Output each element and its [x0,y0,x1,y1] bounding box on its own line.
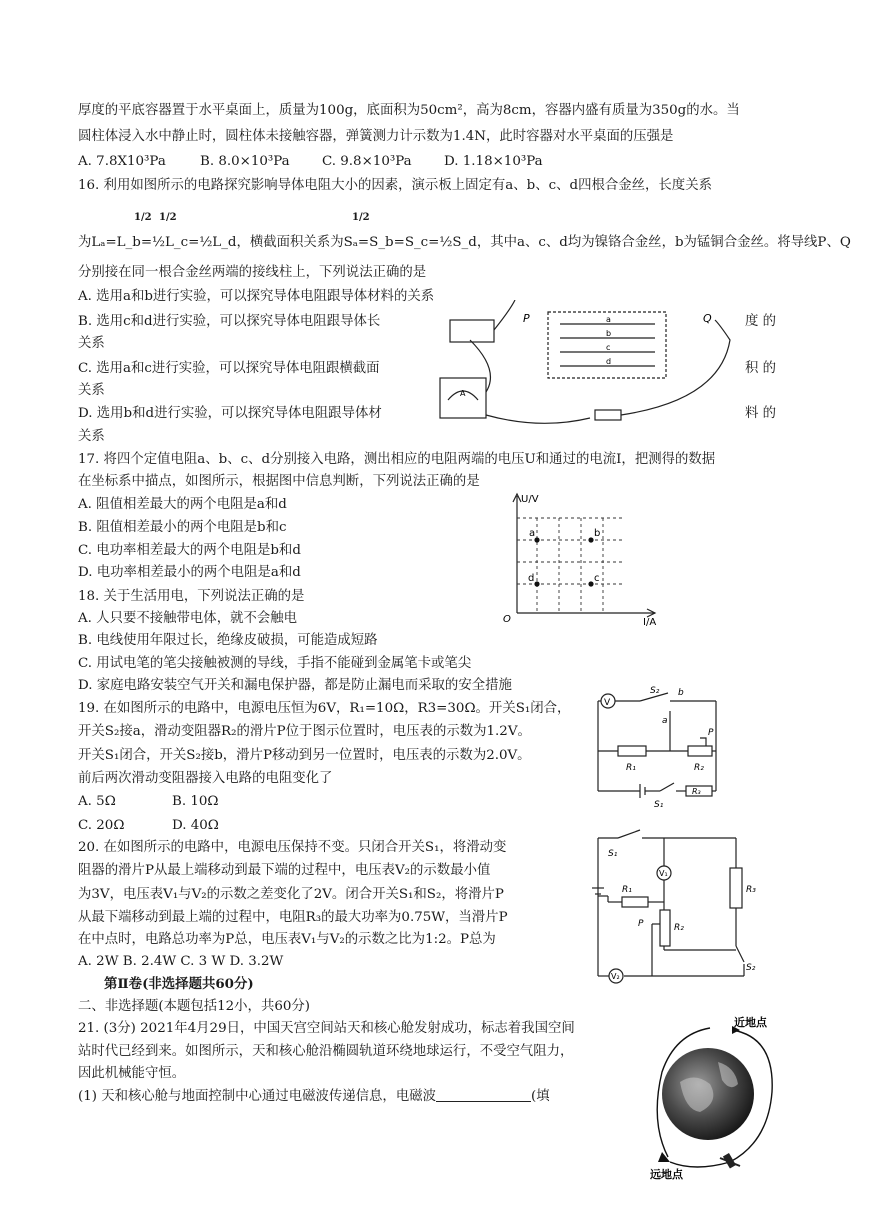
point-b-label: b [594,528,601,539]
part2-heading: 二、非选择题(本题包括12小，共60分) [78,999,310,1014]
fraction-half-3: 1/2 [352,212,370,223]
point-a [534,537,539,542]
q19-option-a: A. 5Ω [78,794,116,809]
label-p: P [523,312,530,325]
q21-line4 [78,1088,550,1106]
q17-line1: 17. 将四个定值电阻a、b、c、d分别接入电路，测出相应的电阻两端的电压U和通过的电流I，把测得的数据 [78,452,716,467]
q16-option-d-cont: 关系 [78,429,105,444]
q19-option-c: C. 20Ω [78,818,125,833]
q18-option-d: D. 家庭电路安装空气开关和漏电保护器，都是防止漏电而采取的安全措施 [78,678,512,693]
wire-label-c: c [606,343,611,352]
q15-option-b: B. 8.0×10³Pa [200,154,290,169]
q19-circuit-figure [588,683,738,813]
slider-p-label: P [638,919,644,929]
q17-line2: 在坐标系中描点，如图所示，根据图中信息判断，下列说法正确的是 [78,474,480,489]
q17-ui-graph [495,488,670,626]
v2-label: V₂ [611,972,620,981]
wire-label-b: b [606,329,612,338]
part2-title: 第Ⅱ卷(非选择题共60分) [104,976,254,992]
r3-label: R₃ [746,885,756,895]
q21-line2: 站时代已经到来。如图所示，天和核心舱沿椭圆轨道环绕地球运行，不受空气阻力， [78,1044,574,1059]
q19-line3: 开关S₁闭合，开关S₂接b，滑片P移动到另一位置时，电压表的示数为2.0V。 [78,748,531,763]
power-supply [450,320,494,342]
q20-line1: 20. 在如图所示的电路中，电源电压保持不变。只闭合开关S₁，将滑动变 [78,840,507,855]
q16-option-b-cont: 关系 [78,336,105,351]
q17-option-d: D. 电功率相差最小的两个电阻是a和d [78,565,301,580]
q16-line1: 16. 利用如图所示的电路探究影响导体电阻大小的因素，演示板上固定有a、b、c、d四根合金丝，长度关系 [78,178,712,193]
resistor-r3-symbol [730,868,742,908]
point-d-label: d [528,573,535,584]
q18-option-b: B. 电线使用年限过长，绝缘皮破损，可能造成短路 [78,633,378,648]
point-b [588,537,593,542]
q18-option-a: A. 人只要不接触带电体，就不会触电 [78,611,298,626]
point-c [588,581,593,586]
ammeter-label: A [460,389,466,398]
x-axis-label: I/A [643,617,657,626]
r2-label: R₂ [674,923,684,933]
q16-option-c: C. 选用a和c进行实验，可以探究导体电阻跟横截面 [78,361,380,376]
contact-a-label: a [662,716,668,726]
q16-option-c-cont: 关系 [78,383,105,398]
q16-line2: 为Lₐ=L_b=½L_c=½L_d，横截面积关系为Sₐ=S_b=S_c=½S_d，其中a、c、d均为镍铬合金丝，b为锰铜合金丝。将导线P、Q [78,235,851,250]
q16-option-a: A. 选用a和b进行实验，可以探究导体电阻跟导体材料的关系 [78,289,435,304]
q17-option-a: A. 阻值相差最大的两个电阻是a和d [78,497,287,512]
r3-label: R₃ [692,787,701,796]
q20-line3: 为3V，电压表V₁与V₂的示数之差变化了2V。闭合开关S₁和S₂，将滑片P [78,887,504,902]
switch-s2-label: S₂ [650,686,660,696]
switch-s1-label: S₁ [654,800,664,810]
voltmeter-label: V [604,698,611,708]
perigee-label: 近地点 [734,1016,767,1029]
q21-line3: 因此机械能守恒。 [78,1066,186,1081]
origin-label: O [503,614,511,625]
q16-option-b: B. 选用c和d进行实验，可以探究导体电阻跟导体长 [78,314,381,329]
y-axis-label: U/V [521,494,539,505]
q20-line2: 阻器的滑片P从最上端移动到最下端的过程中，电压表V₂的示数最小值 [78,863,491,878]
wire-label-d: d [606,357,612,366]
q16-circuit-figure [420,300,750,440]
slider-p-label: P [708,728,714,738]
q20-line5: 在中点时，电路总功率为P总，电压表V₁与V₂的示数之比为1:2。P总为 [78,932,496,947]
q15-line1: 厚度的平底容器置于水平桌面上，质量为100g，底面积为50cm²，高为8cm，容器内盛有质量为350g的水。当 [78,103,740,118]
q21-orbit-figure [640,1012,800,1182]
q17-option-b: B. 阻值相差最小的两个电阻是b和c [78,520,287,535]
fraction-half-2: 1/2 [159,212,177,223]
q15-option-d: D. 1.18×10³Pa [444,154,543,169]
r1-label: R₁ [622,885,632,895]
q16-option-b-end: 度 的 [745,314,777,329]
q16-line3: 分别接在同一根合金丝两端的接线柱上，下列说法正确的是 [78,265,427,280]
wire-label-a: a [606,315,611,324]
fraction-half-1: 1/2 [134,212,152,223]
resistor-r1-symbol [622,897,648,907]
point-c-label: c [594,573,600,584]
apogee-label: 远地点 [650,1168,683,1181]
resistor-r1-symbol [618,746,646,756]
q17-option-c: C. 电功率相差最大的两个电阻是b和d [78,543,301,558]
q20-options: A. 2W B. 2.4W C. 3 W D. 3.2W [78,954,284,969]
q21-line4-end: (填 [531,1089,550,1104]
q15-line2: 圆柱体浸入水中静止时，圆柱体未接触容器，弹簧测力计示数为1.4N，此时容器对水平桌面的压强是 [78,129,674,144]
rheostat-r2-symbol [660,910,670,946]
q19-option-d: D. 40Ω [172,818,219,833]
r1-label: R₁ [626,763,636,773]
rheostat-r2-symbol [688,746,712,756]
label-q: Q [703,312,712,325]
point-a-label: a [529,528,536,539]
q19-line4: 前后两次滑动变阻器接入电路的电阻变化了 [78,771,333,786]
switch [595,410,621,420]
switch-s1-label: S₁ [608,849,618,859]
q15-option-a: A. 7.8X10³Pa [78,154,166,169]
q20-line4: 从最下端移动到最上端的过程中，电阻R₃的最大功率为0.75W，当滑片P [78,910,508,925]
q16-option-d-end: 料 的 [745,406,777,421]
q20-circuit-figure [578,828,768,990]
v1-label: V₁ [659,869,668,878]
r2-label: R₂ [694,763,704,773]
q15-option-c: C. 9.8×10³Pa [322,154,412,169]
q19-option-b: B. 10Ω [172,794,219,809]
switch-s2-label: S₂ [746,963,756,973]
q19-line1: 19. 在如图所示的电路中，电源电压恒为6V，R₁=10Ω，R3=30Ω。开关S₁闭合， [78,701,571,716]
q21-line4-text: (1) 天和核心舱与地面控制中心通过电磁波传递信息，电磁波 [78,1089,436,1104]
ammeter [440,378,486,418]
q16-option-c-end: 积 的 [745,361,777,376]
q19-line2: 开关S₂接a，滑动变阻器R₂的滑片P位于图示位置时，电压表的示数为1.2V。 [78,724,531,739]
point-d [534,581,539,586]
q18-line1: 18. 关于生活用电，下列说法正确的是 [78,589,305,604]
q18-option-c: C. 用试电笔的笔尖接触被测的导线，手指不能碰到金属笔卡或笔尖 [78,656,472,671]
contact-b-label: b [678,688,684,698]
q16-option-d: D. 选用b和d进行实验，可以探究导体电阻跟导体材 [78,406,382,421]
answer-blank [436,1089,531,1102]
q21-line1: 21. (3分) 2021年4月29日，中国天宫空间站天和核心舱发射成功，标志着我国空间 [78,1021,575,1036]
